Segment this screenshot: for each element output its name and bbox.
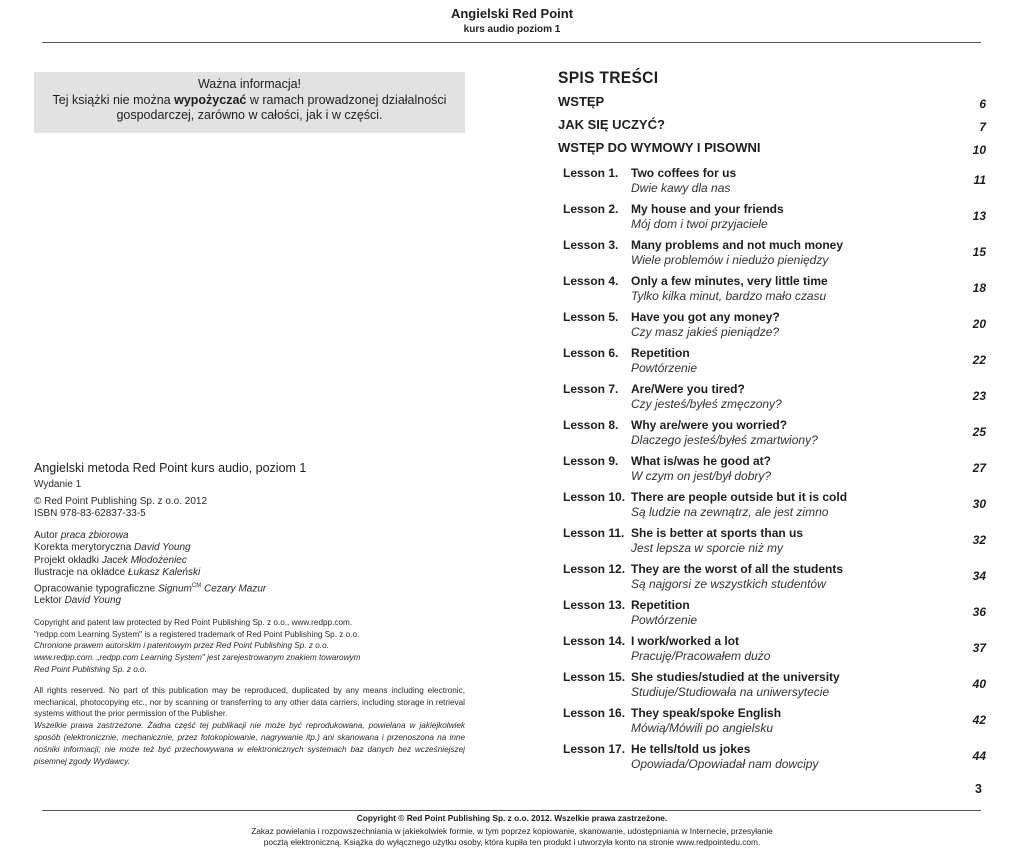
toc-section-entry (558, 117, 986, 140)
lesson-title-en: I work/worked a lot (631, 634, 740, 648)
lesson-title-pl: Mówią/Mówili po angielsku (631, 721, 774, 735)
toc-title: SPIS TREŚCI (558, 68, 659, 87)
lesson-title-pl: Studiuje/Studiowała na uniwersytecie (631, 685, 830, 699)
credit-line (34, 567, 465, 580)
toc-lesson-entry (558, 489, 986, 525)
lesson-number: Lesson 11. (563, 526, 625, 540)
toc-lesson-entry (558, 165, 986, 201)
toc-page-number: 37 (972, 641, 986, 655)
toc-lesson-entry (558, 201, 986, 237)
lesson-title-pl: Jest lepsza w sporcie niż my (631, 541, 784, 555)
toc-lesson-entry (558, 237, 986, 273)
header-rule (42, 42, 981, 43)
legal-line: Copyright and patent law protected by Red Point Publishing Sp. z o.o., www.redpp.com. (34, 617, 353, 627)
toc-lessons (558, 165, 986, 777)
toc-lesson-entry (558, 309, 986, 345)
lesson-title-en: Only a few minutes, very little time (631, 274, 828, 288)
toc-page-number: 22 (972, 353, 986, 367)
running-header-subtitle: kurs audio poziom 1 (463, 24, 561, 35)
imprint-edition: Wydanie 1 (34, 479, 82, 490)
legal-notice-rights-en: All rights reserved. No part of this publication may be reproduced, duplicated by any means including electronic, mechanical, photocopying etc., nor by scanning or transferring to any other data carriers, including storage in retrieval systems without the prior permission of the Publisher. (34, 685, 465, 719)
lesson-title-en: There are people outside but it is cold (631, 490, 848, 504)
lesson-title-en: My house and your friends (631, 202, 784, 216)
toc-page-number: 42 (972, 713, 986, 727)
toc-lesson-entry (558, 273, 986, 309)
lesson-title-pl: Dlaczego jesteś/byłeś zmartwiony? (631, 433, 818, 447)
notice-heading: Ważna informacja! (197, 77, 302, 91)
legal-notice-trademark (34, 617, 465, 676)
lesson-title-pl: Dwie kawy dla nas (631, 181, 731, 195)
lesson-title-en: Repetition (631, 598, 690, 612)
toc-sections (558, 94, 986, 163)
lesson-number: Lesson 9. (563, 454, 619, 468)
toc-lesson-entry (558, 669, 986, 705)
credit-name: Jacek Młodożeniec (101, 554, 187, 566)
toc-lesson-entry (558, 633, 986, 669)
lesson-title-en: She is better at sports than us (631, 526, 804, 540)
toc-page-number: 27 (972, 461, 986, 475)
table-of-contents (558, 68, 986, 777)
lesson-number: Lesson 10. (563, 490, 626, 504)
lesson-title-en: He tells/told us jokes (631, 742, 751, 756)
toc-page-number: 20 (972, 317, 986, 331)
toc-page-number: 10 (972, 143, 986, 157)
toc-page-number: 7 (979, 120, 986, 134)
lesson-title-pl: Czy masz jakieś pieniądze? (631, 325, 780, 339)
credit-role: Ilustracje na okładce (34, 567, 128, 578)
credit-name: Łukasz Kaleński (127, 567, 201, 578)
lesson-title-en: Repetition (631, 346, 690, 360)
toc-section-label: WSTĘP (558, 94, 605, 109)
imprint-copyright: © Red Point Publishing Sp. z o.o. 2012 (34, 495, 208, 507)
credit-role: Projekt okładki (34, 554, 102, 566)
toc-page-number: 15 (972, 245, 986, 259)
notice-line-2: gospodarczej, zarówno w całości, jak i w części. (116, 108, 383, 122)
toc-page-number: 32 (972, 533, 986, 547)
imprint-block (34, 461, 465, 767)
credit-role: Korekta merytoryczna (34, 542, 135, 553)
lesson-number: Lesson 3. (563, 238, 619, 252)
lesson-number: Lesson 6. (563, 346, 619, 360)
toc-page-number: 34 (972, 569, 986, 583)
legal-notice-rights-pl: Wszelkie prawa zastrzeżone. Żadna część tej publikacji nie może być reprodukowana, powielana w jakiejkolwiek sposób (elektronicznie, mechanicznie, przez fotokopiowanie, nagrywanie itp.) ani skanowana i przenoszona na inne nośniki informacji; nie może też być przechowywana w elektronicznych systemach baz danych bez wcześniejszej pisemnej zgody Wydawcy. (34, 721, 465, 766)
toc-page-number: 25 (972, 425, 986, 439)
toc-page-number: 23 (972, 389, 986, 403)
lesson-title-en: They are the worst of all the students (631, 562, 844, 576)
toc-lesson-entry (558, 561, 986, 597)
lesson-title-pl: Czy jesteś/byłeś zmęczony? (631, 397, 782, 411)
toc-page-number: 13 (972, 209, 986, 223)
lesson-title-pl: Są ludzie na zewnątrz, ale jest zimno (631, 505, 829, 519)
credit-superscript: CM (191, 582, 202, 589)
lesson-title-en: They speak/spoke English (631, 706, 782, 720)
legal-line: www.redpp.com. „redpp.com Learning System" jest zarejestrowanym znakiem towarowym (34, 653, 361, 663)
credit-name: Signum (157, 582, 192, 594)
lesson-title-en: Are/Were you tired? (631, 382, 745, 396)
credit-line (34, 542, 465, 555)
lesson-title-pl: Powtórzenie (631, 613, 698, 627)
credit-name: Cezary Mazur (201, 582, 267, 594)
footer-restriction-line-2: pocztą elektroniczną. Książka do wyłącznego użytku osoby, która kupiła ten produkt i utworzyła konto na stronie www.redpointedu.com. (263, 837, 761, 847)
toc-lesson-entry (558, 345, 986, 381)
credit-role: Autor (34, 529, 61, 541)
lesson-number: Lesson 16. (563, 706, 626, 720)
lesson-number: Lesson 17. (563, 742, 626, 756)
toc-section-label: JAK SIĘ UCZYĆ? (558, 117, 665, 132)
footer-copyright: Copyright © Red Point Publishing Sp. z o.o. 2012. Wszelkie prawa zastrzeżone. (356, 813, 668, 823)
lesson-title-pl: Mój dom i twoi przyjaciele (631, 217, 768, 231)
lesson-title-en: Many problems and not much money (631, 238, 844, 252)
lesson-title-pl: Tylko kilka minut, bardzo mało czasu (631, 289, 827, 303)
credit-line (34, 595, 465, 608)
toc-lesson-entry (558, 525, 986, 561)
legal-line: Red Point Publishing Sp. z o.o. (34, 665, 147, 675)
lesson-title-en: Why are/were you worried? (631, 418, 788, 432)
lesson-title-pl: Powtórzenie (631, 361, 698, 375)
credit-name: David Young (134, 542, 191, 553)
legal-line: Chronione prawem autorskim i patentowym przez Red Point Publishing Sp. z o.o. (34, 641, 329, 651)
toc-page-number: 6 (979, 97, 986, 111)
toc-lesson-entry (558, 417, 986, 453)
lesson-number: Lesson 14. (563, 634, 626, 648)
toc-page-number: 18 (972, 281, 986, 295)
lesson-title-en: She studies/studied at the university (631, 670, 840, 684)
lesson-title-pl: W czym on jest/był dobry? (631, 469, 772, 483)
notice-text: w ramach prowadzonej działalności (246, 92, 447, 107)
credit-name: David Young (64, 595, 122, 607)
footer-restriction-line-1: Zakaz powielania i rozpowszechniania w jakiekolwiek formie, w tym poprzez kopiowanie, skanowanie, udostępniania w Internecie, przesyłanie (251, 826, 773, 836)
toc-section-entry (558, 94, 986, 117)
toc-lesson-entry (558, 381, 986, 417)
toc-section-entry (558, 140, 986, 163)
toc-page-number: 11 (973, 173, 986, 187)
lesson-number: Lesson 2. (563, 202, 619, 216)
imprint-title: Angielski metoda Red Point kurs audio, poziom 1 (34, 461, 307, 475)
lesson-number: Lesson 1. (563, 166, 619, 180)
toc-page-number: 30 (972, 497, 986, 511)
toc-page-number: 40 (972, 677, 986, 691)
credit-line (34, 555, 465, 568)
credit-line (34, 580, 465, 596)
imprint-isbn: ISBN 978-83-62837-33-5 (34, 508, 146, 519)
credit-line (34, 530, 465, 543)
lesson-title-pl: Są najgorsi ze wszystkich studentów (631, 577, 826, 591)
toc-lesson-entry (558, 705, 986, 741)
toc-section-label: WSTĘP DO WYMOWY I PISOWNI (558, 140, 761, 155)
running-header-title: Angielski Red Point (450, 6, 574, 21)
lesson-title-en: Two coffees for us (631, 166, 737, 180)
credit-name: praca zbiorowa (60, 529, 129, 541)
important-notice-box (34, 72, 465, 133)
toc-page-number: 44 (972, 749, 986, 763)
legal-line: "redpp.com Learning System" is a registered trademark of Red Point Publishing Sp. z o.o. (34, 629, 360, 639)
credit-role: Opracowanie typograficzne (34, 582, 158, 594)
toc-lesson-entry (558, 597, 986, 633)
notice-emphasis: wypożyczać (174, 92, 247, 107)
page-number: 3 (975, 782, 982, 796)
lesson-number: Lesson 13. (563, 598, 626, 612)
lesson-number: Lesson 15. (563, 670, 626, 684)
lesson-title-pl: Wiele problemów i niedużo pieniędzy (631, 253, 829, 267)
notice-text: Tej książki nie można (52, 92, 175, 107)
lesson-number: Lesson 5. (563, 310, 619, 324)
toc-page-number: 36 (972, 605, 986, 619)
lesson-number: Lesson 12. (563, 562, 626, 576)
lesson-title-pl: Pracuję/Pracowałem dużo (631, 649, 771, 663)
lesson-title-en: What is/was he good at? (631, 454, 772, 468)
imprint-credits (34, 530, 465, 608)
notice-line-1 (34, 93, 465, 109)
toc-lesson-entry (558, 453, 986, 489)
footer-rule (42, 810, 981, 811)
lesson-title-pl: Opowiada/Opowiadał nam dowcipy (631, 757, 819, 771)
credit-role: Lektor (34, 595, 65, 607)
lesson-number: Lesson 8. (563, 418, 619, 432)
toc-lesson-entry (558, 741, 986, 777)
lesson-number: Lesson 4. (563, 274, 619, 288)
lesson-number: Lesson 7. (563, 382, 619, 396)
lesson-title-en: Have you got any money? (631, 310, 780, 324)
